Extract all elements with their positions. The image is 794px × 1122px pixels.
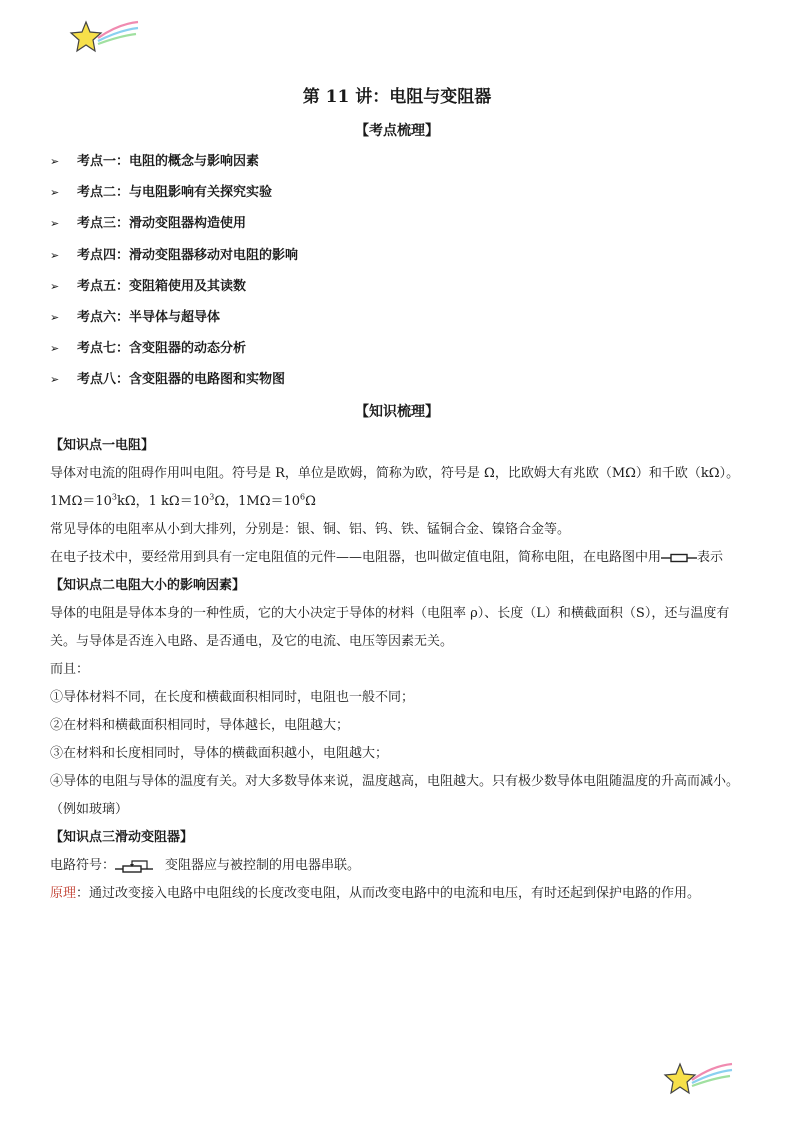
kp2-item: ③在材料和长度相同时，导体的横截面积越小，电阻越大； (50, 746, 389, 761)
kp3-symbol: 电路符号： 变阻器应与被控制的用电器串联。 (50, 858, 361, 873)
kp3-heading: 【知识点三滑动变阻器】 (50, 830, 194, 845)
toc-item: ➢ 考点二：与电阻影响有关探究实验 (50, 183, 298, 214)
toc-item: ➢ 考点三：滑动变阻器构造使用 (50, 214, 298, 245)
kp2-item: ④导体的电阻与导体的温度有关。对大多数导体来说，温度越高，电阻越大。只有极少数导体电阻随温度的升高而减小。（例如玻璃） (50, 774, 740, 817)
kaodian-heading: 【考点梳理】 (355, 123, 439, 139)
kp1-units: $1M\Omega=10^3k\Omega$，1 $k\Omega=10^3\Omega$，$1M\Omega=10^6\Omega$ (50, 492, 316, 509)
toc-item: ➢ 考点七：含变阻器的动态分析 (50, 339, 298, 370)
arrow-bullet-icon: ➢ (50, 373, 60, 387)
page-title: 第 11 讲：电阻与变阻器 (302, 87, 492, 107)
rheostat-symbol-icon (115, 859, 153, 873)
arrow-bullet-icon: ➢ (50, 310, 60, 324)
toc-list (50, 152, 298, 402)
kp1-paragraph: 导体对电流的阻碍作用叫电阻。符号是 R，单位是欧姆，简称为欧，符号是 Ω，比欧姆大有兆欧（MΩ）和千欧（kΩ）。 (50, 466, 740, 481)
arrow-bullet-icon: ➢ (50, 217, 60, 231)
arrow-bullet-icon: ➢ (50, 186, 60, 200)
toc-item: ➢ 考点五：变阻箱使用及其读数 (50, 277, 298, 308)
content (50, 432, 750, 908)
resistor-symbol-icon (661, 552, 697, 564)
shooting-star-icon (68, 16, 140, 58)
kp1-resistor: 在电子技术中，要经常用到具有一定电阻值的元件——电阻器，也叫做定值电阻，简称电阻，在电路图中用 表示 (50, 550, 724, 565)
arrow-bullet-icon: ➢ (50, 279, 60, 293)
toc-item: ➢ 考点一：电阻的概念与影响因素 (50, 152, 298, 183)
kp2-heading: 【知识点二电阻大小的影响因素】 (50, 578, 246, 593)
shooting-star-icon (662, 1058, 734, 1100)
kp2-paragraph: 导体的电阻是导体本身的一种性质，它的大小决定于导体的材料（电阻率 ρ）、长度（L）和横截面积（S），还与温度有关。与导体是否连入电路、是否通电，及它的电流、电压等因素无关。 (50, 606, 730, 649)
toc-item: ➢ 考点四：滑动变阻器移动对电阻的影响 (50, 246, 298, 277)
arrow-bullet-icon: ➢ (50, 248, 60, 262)
kp1-resistivity: 常见导体的电阻率从小到大排列，分别是：银、铜、铝、钨、铁、锰铜合金、镍铬合金等。 (50, 522, 571, 537)
kp1-heading: 【知识点一电阻】 (50, 438, 155, 453)
kp2-item: ①导体材料不同，在长度和横截面积相同时，电阻也一般不同； (50, 690, 415, 705)
kp2-moreover: 而且： (50, 662, 90, 677)
arrow-bullet-icon: ➢ (50, 342, 60, 356)
kp3-principle: 原理：通过改变接入电路中电阻线的长度改变电阻，从而改变电路中的电流和电压，有时还起到保护电路的作用。 (50, 886, 701, 901)
toc-item: ➢ 考点六：半导体与超导体 (50, 308, 298, 339)
toc-item: ➢ 考点八：含变阻器的电路图和实物图 (50, 370, 298, 401)
arrow-bullet-icon: ➢ (50, 155, 60, 168)
kp2-item: ②在材料和横截面积相同时，导体越长，电阻越大； (50, 718, 350, 733)
principle-label: 原理 (50, 886, 77, 901)
zhishi-heading: 【知识梳理】 (355, 404, 439, 420)
